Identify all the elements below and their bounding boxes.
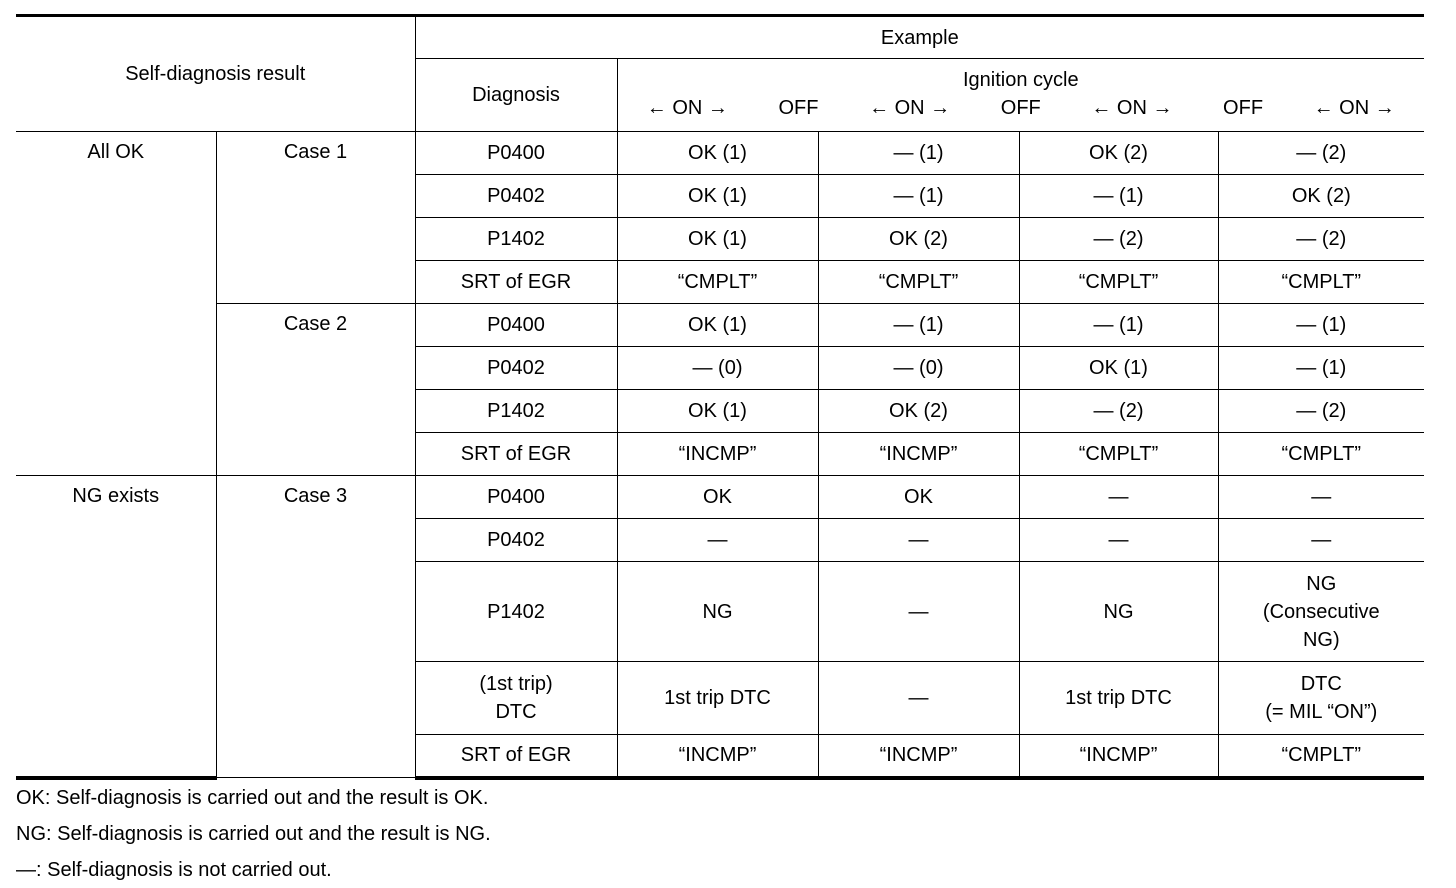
ignition-step: OFF xyxy=(1223,97,1264,119)
ignition-cycle-label: Ignition cycle xyxy=(962,69,1079,91)
value-cell: — xyxy=(1218,519,1424,562)
value-cell: DTC (= MIL “ON”) xyxy=(1218,662,1424,735)
diagnosis-cell: P0400 xyxy=(415,132,617,175)
header-row-1 xyxy=(16,16,1424,59)
value-cell: OK (1) xyxy=(617,304,818,347)
value-cell: 1st trip DTC xyxy=(1019,662,1218,735)
value-cell: NG xyxy=(617,562,818,662)
value-cell: — (2) xyxy=(1218,390,1424,433)
table-row xyxy=(16,476,1424,519)
case-cell: Case 1 xyxy=(216,132,415,304)
diagnosis-header: Diagnosis xyxy=(415,59,617,132)
table-row xyxy=(16,304,1424,347)
value-cell: OK (1) xyxy=(617,218,818,261)
diagnosis-cell: P0400 xyxy=(415,476,617,519)
value-cell: OK (2) xyxy=(818,218,1019,261)
value-cell: “INCMP” xyxy=(617,735,818,778)
value-cell: — xyxy=(617,519,818,562)
value-cell: “INCMP” xyxy=(1019,735,1218,778)
value-cell: “INCMP” xyxy=(818,433,1019,476)
value-cell: — (2) xyxy=(1019,218,1218,261)
value-cell: NG (Consecutive NG) xyxy=(1218,562,1424,662)
case-cell: Case 2 xyxy=(216,304,415,476)
diagnosis-cell: P1402 xyxy=(415,390,617,433)
result-cell: NG exists xyxy=(16,476,216,778)
ignition-step: ← ON → xyxy=(869,97,951,119)
value-cell: “CMPLT” xyxy=(1019,261,1218,304)
result-cell: All OK xyxy=(16,132,216,476)
value-cell: — xyxy=(1019,519,1218,562)
value-cell: — (0) xyxy=(818,347,1019,390)
value-cell: OK xyxy=(617,476,818,519)
value-cell: “CMPLT” xyxy=(1218,261,1424,304)
value-cell: — xyxy=(1019,476,1218,519)
case-cell: Case 3 xyxy=(216,476,415,778)
ignition-step: ← ON → xyxy=(1091,97,1173,119)
footnote-ok: OK: Self-diagnosis is carried out and the result is OK. xyxy=(16,787,489,809)
value-cell: “INCMP” xyxy=(617,433,818,476)
value-cell: “CMPLT” xyxy=(1218,735,1424,778)
value-cell: — (1) xyxy=(818,304,1019,347)
value-cell: — xyxy=(818,562,1019,662)
diagnosis-cell: (1st trip) DTC xyxy=(415,662,617,735)
value-cell: OK (1) xyxy=(617,175,818,218)
value-cell: 1st trip DTC xyxy=(617,662,818,735)
value-cell: — (1) xyxy=(818,132,1019,175)
value-cell: — xyxy=(1218,476,1424,519)
value-cell: — (1) xyxy=(818,175,1019,218)
value-cell: — (2) xyxy=(1218,132,1424,175)
footnote-ng: NG: Self-diagnosis is carried out and the result is NG. xyxy=(16,823,491,845)
diagnosis-cell: P1402 xyxy=(415,562,617,662)
ignition-step: ← ON → xyxy=(646,97,728,119)
value-cell: OK (1) xyxy=(617,132,818,175)
diagnosis-cell: SRT of EGR xyxy=(415,735,617,778)
value-cell: — xyxy=(818,662,1019,735)
diagnosis-cell: P0402 xyxy=(415,175,617,218)
value-cell: — (1) xyxy=(1019,175,1218,218)
value-cell: OK (1) xyxy=(1019,347,1218,390)
value-cell: “INCMP” xyxy=(818,735,1019,778)
value-cell: — (1) xyxy=(1218,304,1424,347)
diagnosis-cell: SRT of EGR xyxy=(415,261,617,304)
value-cell: “CMPLT” xyxy=(1019,433,1218,476)
value-cell: “CMPLT” xyxy=(1218,433,1424,476)
value-cell: — xyxy=(818,519,1019,562)
diagnosis-cell: SRT of EGR xyxy=(415,433,617,476)
value-cell: NG xyxy=(1019,562,1218,662)
footnotes xyxy=(16,780,491,888)
value-cell: “CMPLT” xyxy=(818,261,1019,304)
diagnosis-cell: P0400 xyxy=(415,304,617,347)
diagnosis-cell: P0402 xyxy=(415,519,617,562)
table-row xyxy=(16,132,1424,175)
ignition-step: OFF xyxy=(1000,97,1041,119)
value-cell: OK (2) xyxy=(1218,175,1424,218)
value-cell: “CMPLT” xyxy=(617,261,818,304)
example-header: Example xyxy=(415,16,1424,59)
value-cell: OK (2) xyxy=(818,390,1019,433)
value-cell: — (1) xyxy=(1218,347,1424,390)
diagnosis-cell: P1402 xyxy=(415,218,617,261)
ignition-step: ← ON → xyxy=(1313,97,1395,119)
value-cell: OK (1) xyxy=(617,390,818,433)
self-diagnosis-result-header: Self-diagnosis result xyxy=(16,16,415,132)
value-cell: OK xyxy=(818,476,1019,519)
ignition-cycle-steps xyxy=(622,93,1421,123)
footnote-dash: —: Self-diagnosis is not carried out. xyxy=(16,859,332,881)
value-cell: — (2) xyxy=(1019,390,1218,433)
value-cell: OK (2) xyxy=(1019,132,1218,175)
value-cell: — (1) xyxy=(1019,304,1218,347)
value-cell: — (2) xyxy=(1218,218,1424,261)
ignition-step: OFF xyxy=(778,97,819,119)
srt-example-table xyxy=(16,14,1424,780)
ignition-cycle-header xyxy=(617,59,1424,132)
value-cell: — (0) xyxy=(617,347,818,390)
diagnosis-cell: P0402 xyxy=(415,347,617,390)
